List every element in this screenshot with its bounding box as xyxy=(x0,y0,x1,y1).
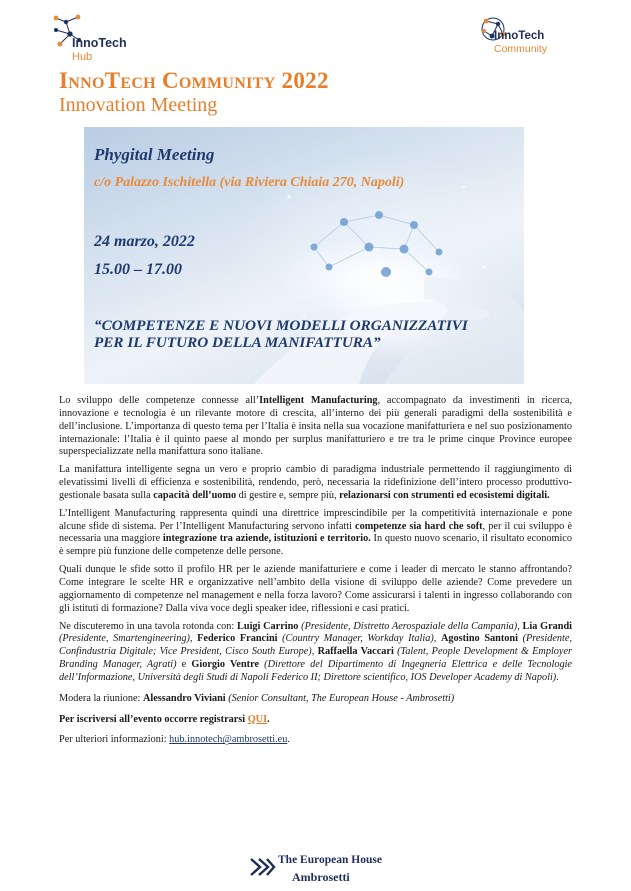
text-run: . xyxy=(267,713,270,725)
text-run: Per ulteriori informazioni: xyxy=(59,734,170,746)
logo-left-name: InnoTech xyxy=(72,36,127,50)
moderator-name: Alessandro Viviani xyxy=(142,692,226,704)
speaker-name: Luigi Carrino xyxy=(237,620,299,632)
speaker-role: (Direttore del Dipartimento di Ingegneria Elettrica e delle Tecnologie dell’Informazione, Università degli Studi di Napoli Federico II; Direttore scientifico, IOS Developer Academy di Napoli) xyxy=(59,659,572,683)
page-subtitle: Innovation Meeting xyxy=(59,94,218,116)
text-run-bold: Intelligent Manufacturing xyxy=(259,395,378,406)
paragraph-paradigm xyxy=(59,464,572,503)
speaker-role: (Presidente, Smartengineering) xyxy=(59,633,190,645)
event-theme: “COMPETENZE E NUOVI MODELLI ORGANIZZATIVI PER IL FUTURO DELLA MANIFATTURA” xyxy=(94,317,468,351)
email-link[interactable]: hub.innotech@ambrosetti.eu xyxy=(169,734,288,746)
ambrosetti-emblem-icon xyxy=(248,854,276,880)
logo-left-tag: Hub xyxy=(72,51,93,63)
speaker-name: Raffaella Vaccari xyxy=(317,646,394,658)
event-banner xyxy=(84,127,524,384)
speaker-separator: , xyxy=(311,646,318,658)
text-run: La manifattura intelligente segna un vero e proprio cambio di paradigma industriale permettendo il raggiungimento di elevatissimi livelli di efficienza e sostenibilità, rendendo, però, necessaria la ridefinizione dell’intero processo produttivo-gestionale basata sulla xyxy=(59,464,572,501)
footer-logo-line1: The European House xyxy=(278,854,382,866)
speaker-role: (Presidente, Confindustria Digitale; Vice President, Cisco South Europe) xyxy=(59,633,573,658)
paragraph-register xyxy=(59,714,572,727)
event-description xyxy=(59,395,572,752)
register-text: Per iscriversi all’evento occorre registrarsi xyxy=(59,713,248,725)
event-venue: c/o Palazzo Ischitella (via Riviera Chiaia 270, Napoli) xyxy=(94,175,405,190)
speaker-separator: , xyxy=(189,633,198,645)
innotech-hub-logo xyxy=(52,14,152,74)
paragraph-questions: Quali dunque le sfide sotto il profilo HR per le aziende manifatturiere e come i leader di mercato le stanno affrontando? Come integrare le scelte HR e organizzative nell’ambito della visione di sviluppo delle aziende? Come prevedere un aggiornamento di competenze nel management e nella forza lavoro? Come assicurarsi i talenti in ingresso collaborando con gli istituti di formazione? Dalla viva voce degli speaker idee, riflessioni e casi pratici. xyxy=(59,564,572,614)
text-run-bold: relazionarsi con strumenti ed ecosistemi digitali. xyxy=(339,489,550,501)
text-run: In questo nuovo scenario, il risultato economico è sempre più funzione delle competenze delle persone. xyxy=(59,533,572,558)
speaker-name: Federico Francini xyxy=(197,633,278,645)
speaker-name: Giorgio Ventre xyxy=(191,659,260,671)
speaker-name: Agostino Santoni xyxy=(440,633,518,645)
event-date: 24 marzo, 2022 xyxy=(94,233,195,250)
text-run-bold: integrazione tra aziende, istituzioni e territorio. xyxy=(162,533,371,545)
logo-right-name: InnoTech xyxy=(494,30,545,42)
speaker-role: (Country Manager, Workday Italia) xyxy=(277,633,434,645)
speaker-separator: e xyxy=(176,659,192,671)
speaker-role: (Talent, People Development & Employer Branding Manager, Agrati) xyxy=(59,646,573,671)
text-run: , per il cui sviluppo è necessaria una maggiore xyxy=(59,520,572,545)
paragraph-competitiveness xyxy=(59,508,572,559)
paragraph-intro xyxy=(59,395,572,459)
moderator-role: (Senior Consultant, The European House - Ambrosetti) xyxy=(225,692,455,704)
register-link[interactable]: QUI xyxy=(247,713,268,725)
logo-right-tag: Community xyxy=(494,43,548,55)
paragraph-info xyxy=(59,734,572,747)
speaker-separator: . xyxy=(556,671,559,683)
paragraph-speakers xyxy=(59,621,572,685)
text-run-bold: capacità dell’uomo xyxy=(153,489,237,501)
innotech-community-logo xyxy=(478,12,588,60)
page-title: InnoTech Community 2022 xyxy=(59,68,329,93)
text-run-bold: competenze sia hard che soft xyxy=(355,520,483,532)
the-european-house-ambrosetti-logo xyxy=(248,852,398,888)
footer-logo-line2: Ambrosetti xyxy=(292,870,350,884)
text-run: Ne discuteremo in una tavola rotonda con: xyxy=(59,620,238,632)
text-run: L’Intelligent Manufacturing rappresenta quindi una direttrice imprescindibile per la competitività internazionale e pone alcune sfide di sistema. Per l’Intelligent Manufacturing servono infatti xyxy=(59,507,572,532)
speaker-name: Lia Grandi xyxy=(522,620,572,632)
text-run: . xyxy=(287,734,290,746)
speaker-separator: , xyxy=(433,633,441,645)
speaker-role: (Presidente, Distretto Aerospaziale della Campania) xyxy=(298,620,518,632)
paragraph-moderator xyxy=(59,693,572,706)
text-run: , accompagnato da investimenti in ricerca, innovazione e tecnologia è un rilevante motore di crescita, all’interno dei più generali paradigmi della sostenibilità e dell’inclusione. L’importanza di questo tema per l’Italia è insita nella sua vocazione manifatturiera e nel suo posizionamento internazionale: l’Italia è il quinto paese al mondo per surplus manifatturiero e tre tra le prime cinque Province europee superspecializzate nella manifattura sono italiane. xyxy=(59,395,573,458)
text-run: Modera la riunione: xyxy=(59,692,143,704)
text-run: di gestire e, sempre più, xyxy=(236,489,340,501)
speaker-separator: , xyxy=(517,620,523,632)
event-format: Phygital Meeting xyxy=(94,145,215,164)
text-run: Lo sviluppo delle competenze connesse all’ xyxy=(59,395,260,406)
event-time: 15.00 – 17.00 xyxy=(94,261,182,278)
